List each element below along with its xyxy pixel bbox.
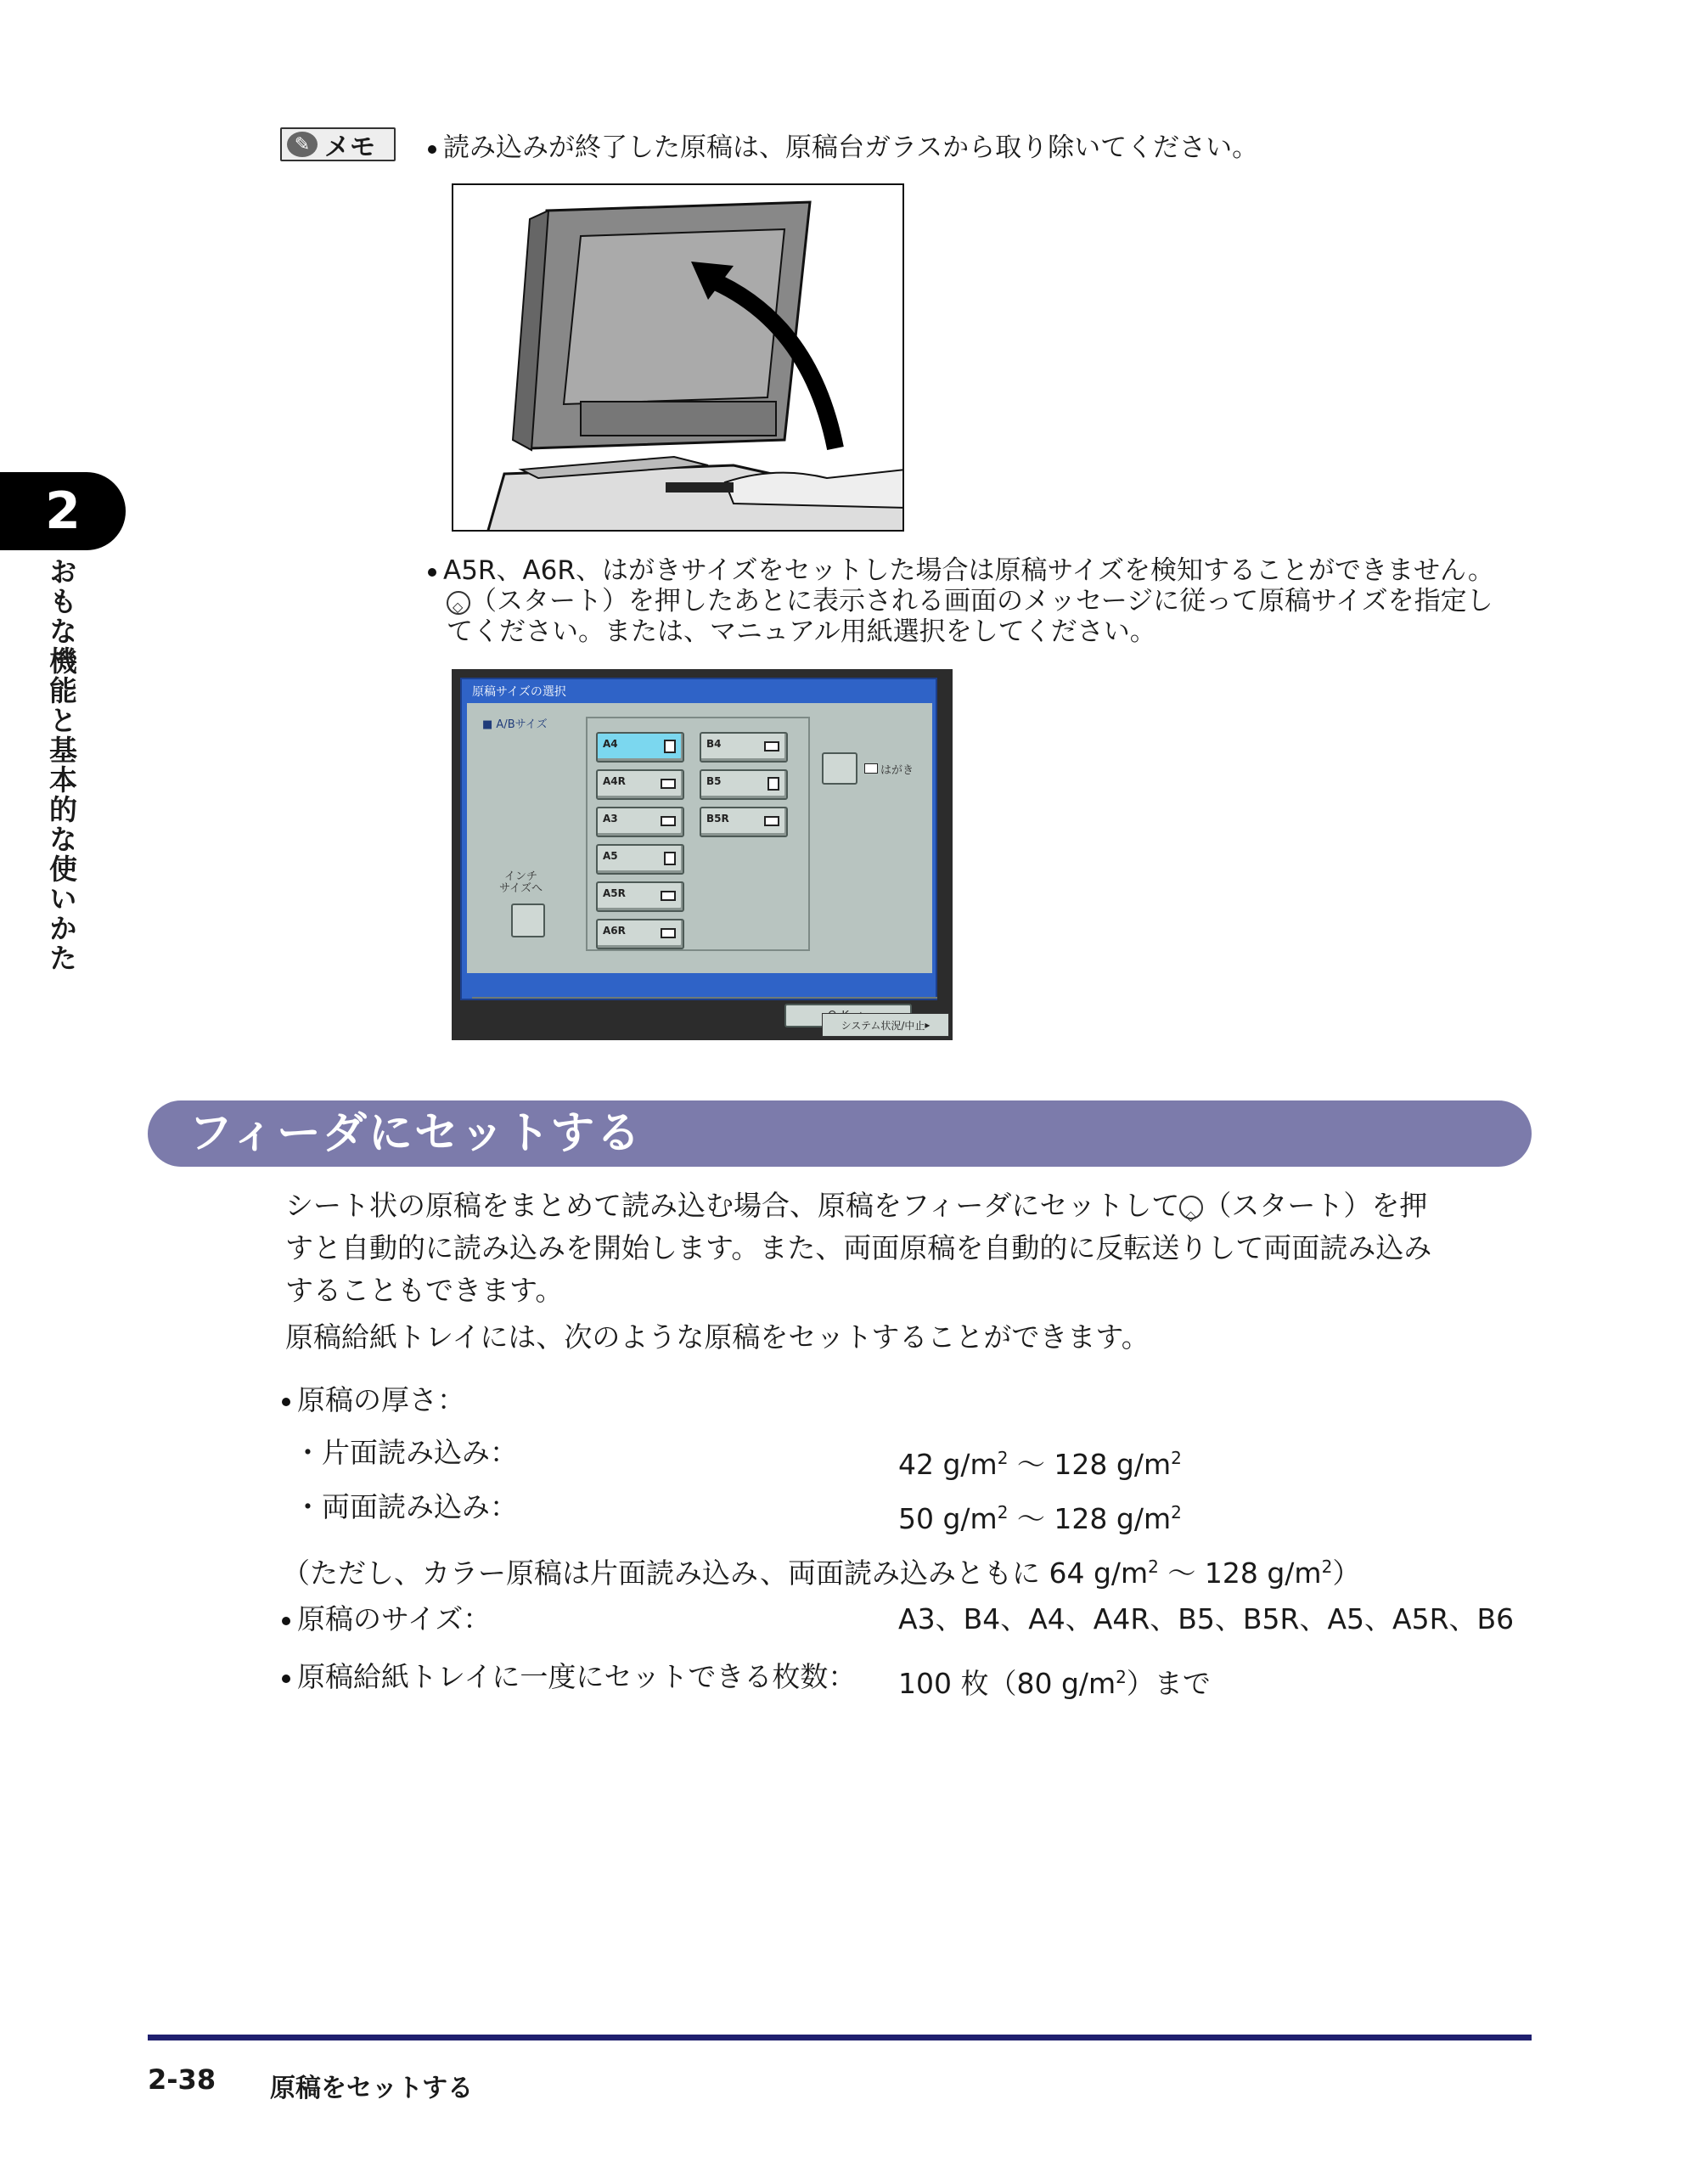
page-number: 2-38 <box>148 2063 216 2096</box>
section-title: フィーダにセットする <box>188 1108 643 1159</box>
size-selection-panel <box>452 669 953 1040</box>
paragraph-1-line-3: することもできます。 <box>285 1274 564 1307</box>
portrait-icon <box>664 852 676 865</box>
inch-size-button[interactable] <box>511 903 545 937</box>
pencil-icon: ✎ <box>287 132 318 157</box>
thickness-label: 原稿の厚さ： <box>282 1381 465 1420</box>
bullet-icon <box>282 1675 290 1683</box>
paragraph-2: 原稿給紙トレイには、次のような原稿をセットすることができます。 <box>285 1320 1150 1354</box>
size-button-a5[interactable]: A5 <box>596 844 684 875</box>
start-icon <box>1179 1196 1203 1219</box>
panel-title: 原稿サイズの選択 <box>472 685 566 699</box>
color-note: （ただし、カラー原稿は片面読み込み、両面読み込みともに 64 $g/m^2$ ～ 128 $g/m^2$） <box>282 1556 1361 1590</box>
size-button-b5[interactable]: B5 <box>700 769 788 800</box>
landscape-icon <box>764 741 779 751</box>
footer-title: 原稿をセットする <box>270 2074 474 2103</box>
scanner-illustration <box>452 183 904 532</box>
memo-badge <box>280 127 396 161</box>
capacity-label: 原稿給紙トレイに一度にセットできる枚数： <box>282 1658 856 1697</box>
hagaki-button[interactable] <box>822 752 857 785</box>
paragraph-1-line-2: すと自動的に読み込みを開始します。また、両面原稿を自動的に反転送りして両面読み込み <box>285 1231 1432 1264</box>
size-value: A3、B4、A4、A4R、B5、B5R、A5、A5R、B6 <box>898 1602 1515 1635</box>
bullet-icon <box>428 568 436 577</box>
scanner-lid-icon <box>453 185 904 532</box>
chapter-title: おもな機能と基本的な使いかた <box>45 557 78 973</box>
size-button-b5r[interactable]: B5R <box>700 807 788 837</box>
panel-divider <box>472 997 937 999</box>
bullet-icon <box>282 1617 290 1625</box>
capacity-value: 100 枚（80 $g/m^2$）まで <box>898 1667 1211 1700</box>
landscape-icon <box>661 928 676 938</box>
postcard-icon <box>864 763 878 774</box>
double-side-value: 50 $g/m^2$ ～ 128 $g/m^2$ <box>898 1502 1182 1535</box>
landscape-icon <box>661 779 676 789</box>
landscape-icon <box>661 816 676 826</box>
size-label: 原稿のサイズ： <box>282 1600 491 1639</box>
memo-bullet-2-line3: てください。または、マニュアル用紙選択をしてください。 <box>447 616 1156 647</box>
size-button-a5r[interactable]: A5R <box>596 881 684 912</box>
chapter-number: 2 <box>45 481 81 541</box>
ab-size-radio[interactable]: ■ A/Bサイズ <box>482 718 548 731</box>
size-button-a4r[interactable]: A4R <box>596 769 684 800</box>
size-button-b4[interactable]: B4 <box>700 732 788 763</box>
start-icon <box>447 591 470 615</box>
memo-label: メモ <box>324 132 375 162</box>
portrait-icon <box>664 740 676 753</box>
inch-size-label: インチ サイズへ <box>499 870 543 895</box>
single-side-label: ・片面読み込み： <box>294 1436 518 1469</box>
landscape-icon <box>661 891 676 901</box>
size-button-a4[interactable]: A4 <box>596 732 684 763</box>
memo-bullet-2-line2: ◇（スタート）を押したあとに表示される画面のメッセージに従って原稿サイズを指定し <box>447 584 1493 618</box>
hagaki-label: はがき <box>864 761 914 777</box>
landscape-icon <box>764 816 779 826</box>
bullet-icon <box>428 145 436 154</box>
memo-bullet-1: 読み込みが終了した原稿は、原稿台ガラスから取り除いてください。 <box>428 131 1258 165</box>
footer-rule <box>148 2035 1532 2040</box>
chapter-tab <box>0 472 126 550</box>
size-button-a6r[interactable]: A6R <box>596 919 684 949</box>
panel-body <box>467 703 932 973</box>
system-status-button[interactable]: システム状況/中止 ▸ <box>822 1013 949 1037</box>
memo-bullet-2: A5R、A6R、はがきサイズをセットした場合は原稿サイズを検知することができません。 <box>428 554 1494 588</box>
portrait-icon <box>767 777 779 791</box>
paragraph-1-line-1: シート状の原稿をまとめて読み込む場合、原稿をフィーダにセットして◇ （スタート）を押 <box>285 1185 1427 1227</box>
bullet-icon <box>282 1398 290 1406</box>
single-side-value: 42 $g/m^2$ ～ 128 $g/m^2$ <box>898 1448 1182 1481</box>
double-side-label: ・両面読み込み： <box>294 1490 518 1523</box>
size-button-a3[interactable]: A3 <box>596 807 684 837</box>
panel-window <box>460 678 937 1000</box>
